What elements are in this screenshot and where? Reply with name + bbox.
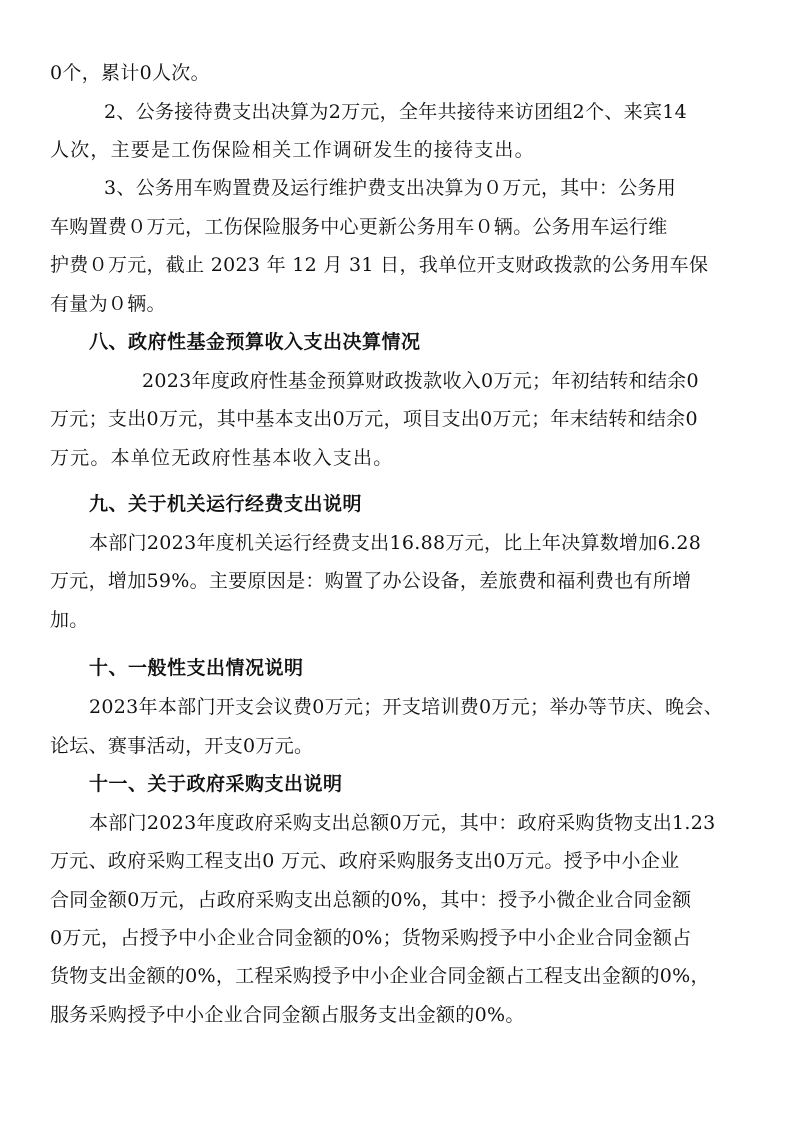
section-heading-9: 九、关于机关运行经费支出说明 [89,493,363,515]
paragraph-line: 万元。本单位无政府性基本收入支出。 [50,447,394,469]
paragraph-line: 0万元，占授予中小企业合同金额的0%；货物采购授予中小企业合同金额占 [50,927,692,949]
paragraph-line: 合同金额0万元，占政府采购支出总额的0%，其中：授予小微企业合同金额 [50,889,692,911]
paragraph-line: 万元；支出0万元，其中基本支出0万元，项目支出0万元；年末结转和结余0 [50,408,698,430]
paragraph-line: 本部门2023年度政府采购支出总额0万元，其中：政府采购货物支出1.23 [89,812,716,834]
paragraph-line: 论坛、赛事活动，开支0万元。 [50,735,314,757]
paragraph-line: 万元、政府采购工程支出0 万元、政府采购服务支出0万元。授予中小企业 [50,850,680,872]
section-heading-8: 八、政府性基金预算收入支出决算情况 [89,331,421,353]
paragraph-line: 2、公务接待费支出决算为2万元，全年共接待来访团组2个、来宾14 [104,101,688,123]
paragraph-line: 3、公务用车购置费及运行维护费支出决算为０万元，其中：公务用 [104,177,677,199]
paragraph-line: 车购置费０万元，工伤保险服务中心更新公务用车０辆。公务用车运行维 [50,216,668,238]
paragraph-line: 货物支出金额的0%，工程采购授予中小企业合同金额占工程支出金额的0%， [50,965,710,987]
paragraph-line: 人次，主要是工伤保险相关工作调研发生的接待支出。 [50,139,535,161]
paragraph-line: 0个，累计0人次。 [50,62,210,84]
section-heading-11: 十一、关于政府采购支出说明 [89,773,343,795]
paragraph-line: 2023年本部门开支会议费0万元；开支培训费0万元；举办等节庆、晚会、 [89,696,724,718]
paragraph-line: 本部门2023年度机关运行经费支出16.88万元，比上年决算数增加6.28 [89,532,702,554]
paragraph-line: 万元，增加59%。主要原因是：购置了办公设备，差旅费和福利费也有所增 [50,570,692,592]
paragraph-line: 2023年度政府性基金预算财政拨款收入0万元；年初结转和结余0 [142,370,699,392]
section-heading-10: 十、一般性支出情况说明 [89,657,304,679]
paragraph-line: 服务采购授予中小企业合同金额占服务支出金额的0%。 [50,1004,525,1026]
paragraph-line: 有量为０辆。 [50,293,166,315]
paragraph-line: 护费０万元，截止 2023 年 12 月 31 日，我单位开支财政拨款的公务用车保 [50,254,709,276]
paragraph-line: 加。 [50,609,89,631]
